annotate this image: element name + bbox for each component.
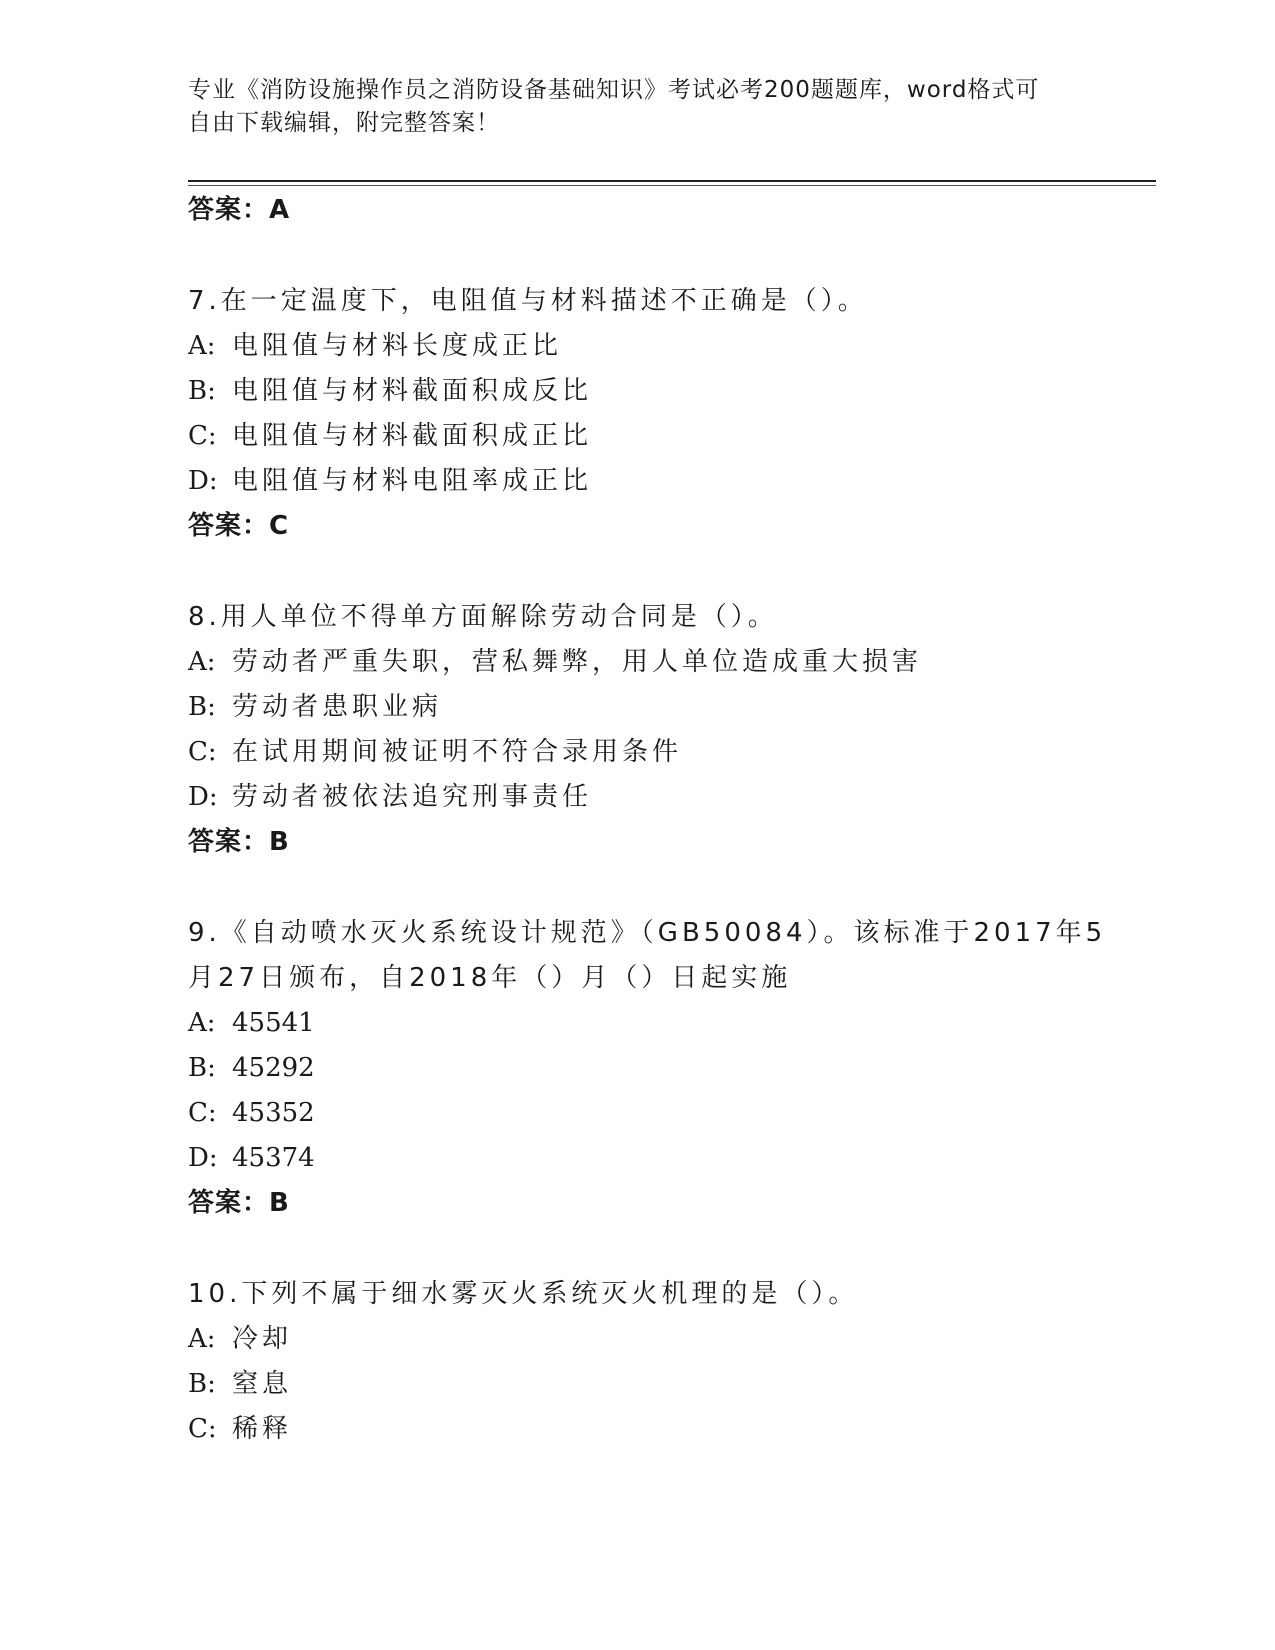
question-8-answer: 答案：B — [188, 827, 290, 857]
header-divider-thick — [188, 180, 1156, 182]
option-letter: B: — [188, 1369, 216, 1399]
option-text: 电阻值与材料电阻率成正比 — [232, 466, 593, 496]
option-text: 在试用期间被证明不符合录用条件 — [232, 737, 683, 767]
question-10-option-c — [188, 1412, 292, 1446]
option-letter: A: — [188, 1324, 216, 1354]
question-8-stem: 8.用人单位不得单方面解除劳动合同是（）。 — [188, 602, 778, 632]
previous-answer: 答案：A — [188, 195, 291, 225]
option-text: 45374 — [232, 1143, 315, 1173]
option-letter: A: — [188, 647, 216, 677]
question-8-option-c — [188, 735, 682, 769]
option-text: 45292 — [232, 1053, 315, 1083]
option-text: 45541 — [232, 1008, 315, 1038]
option-text: 窒息 — [232, 1369, 293, 1399]
question-9-stem-line-2: 月27日颁布，自2018年（）月（）日起实施 — [188, 963, 792, 993]
option-text: 电阻值与材料截面积成反比 — [232, 376, 593, 406]
option-letter: D: — [188, 782, 218, 812]
question-10-stem: 10.下列不属于细水雾灭火系统灭火机理的是（）。 — [188, 1279, 859, 1309]
question-8-option-b — [188, 690, 442, 724]
option-letter: B: — [188, 376, 216, 406]
question-9-answer: 答案：B — [188, 1188, 290, 1218]
question-9-stem-line-1: 9.《自动喷水灭火系统设计规范》（GB50084）。该标准于2017年5 — [188, 918, 1107, 948]
question-7-stem: 7.在一定温度下，电阻值与材料描述不正确是（）。 — [188, 286, 868, 316]
question-9-option-d — [188, 1141, 315, 1175]
option-letter: B: — [188, 1053, 216, 1083]
header-divider-thin — [188, 185, 1156, 186]
option-text: 电阻值与材料截面积成正比 — [232, 421, 593, 451]
question-9-option-c — [188, 1096, 315, 1130]
option-text: 冷却 — [232, 1324, 293, 1354]
question-8-option-a — [188, 645, 922, 679]
option-text: 稀释 — [232, 1414, 293, 1444]
question-9-option-b — [188, 1051, 315, 1085]
option-letter: C: — [188, 1098, 217, 1128]
option-letter: B: — [188, 692, 216, 722]
option-text: 劳动者被依法追究刑事责任 — [232, 782, 593, 812]
header-line-2: 自由下载编辑，附完整答案！ — [188, 110, 500, 136]
option-letter: D: — [188, 1143, 218, 1173]
option-text: 劳动者患职业病 — [232, 692, 443, 722]
option-letter: A: — [188, 1008, 216, 1038]
option-text: 电阻值与材料长度成正比 — [232, 331, 563, 361]
question-9-option-a — [188, 1006, 315, 1040]
question-7-option-a — [188, 329, 562, 363]
question-10-option-b — [188, 1367, 292, 1401]
header-line-1: 专业《消防设施操作员之消防设备基础知识》考试必考200题题库，word格式可 — [188, 77, 1040, 103]
question-7-option-c — [188, 419, 592, 453]
option-text: 45352 — [232, 1098, 315, 1128]
document-header — [188, 74, 1088, 140]
option-letter: C: — [188, 1414, 217, 1444]
question-8-option-d — [188, 780, 592, 814]
option-letter: A: — [188, 331, 216, 361]
question-7-option-b — [188, 374, 592, 408]
question-10-option-a — [188, 1322, 292, 1356]
option-letter: D: — [188, 466, 218, 496]
question-7-option-d — [188, 464, 592, 498]
question-7-answer: 答案：C — [188, 511, 290, 541]
option-text: 劳动者严重失职，营私舞弊，用人单位造成重大损害 — [232, 647, 923, 677]
option-letter: C: — [188, 421, 217, 451]
option-letter: C: — [188, 737, 217, 767]
